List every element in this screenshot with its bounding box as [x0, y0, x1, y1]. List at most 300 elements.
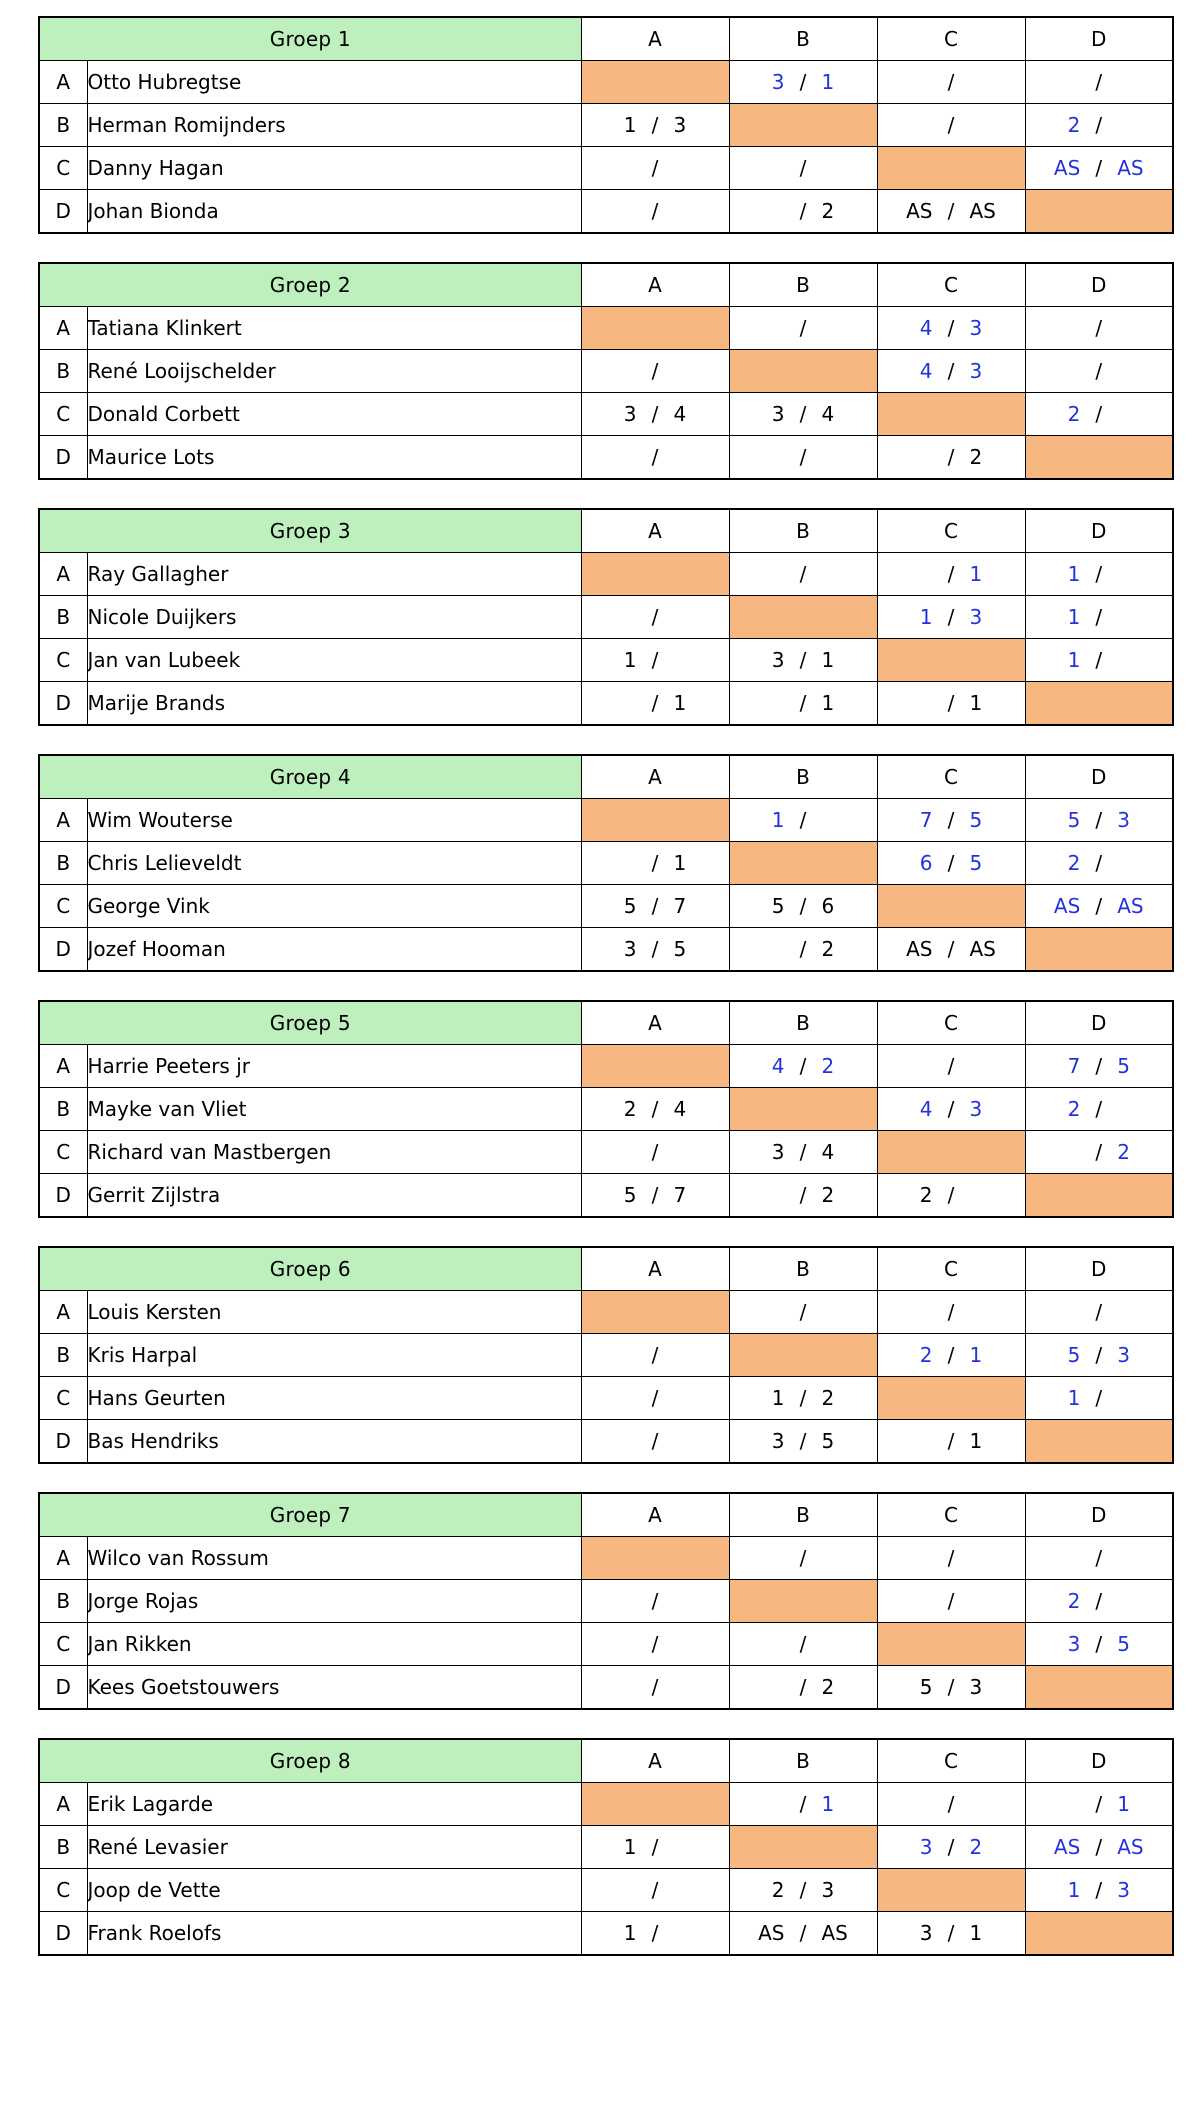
score-separator: /: [947, 1183, 955, 1207]
score-wrapper: [582, 104, 729, 146]
table-row: [39, 799, 1173, 842]
score-wrapper: [730, 190, 877, 232]
table-row: [39, 1580, 1173, 1623]
score-left: 1: [1067, 1878, 1081, 1902]
score-separator: /: [799, 894, 807, 918]
player-name: Herman Romijnders: [87, 104, 581, 147]
score-cell: [1025, 104, 1173, 147]
score-wrapper: [730, 1666, 877, 1708]
score-right: 3: [969, 359, 983, 383]
score-wrapper: [582, 393, 729, 435]
table-row: [39, 1623, 1173, 1666]
self-cell: [581, 307, 729, 350]
score-separator: /: [799, 1921, 807, 1945]
score-cell: [729, 147, 877, 190]
score-cell: [877, 350, 1025, 393]
player-letter: B: [39, 1580, 87, 1623]
score-wrapper: [582, 1088, 729, 1130]
score-wrapper: [878, 1912, 1025, 1954]
table-row: [39, 1174, 1173, 1218]
score-wrapper: [1026, 1869, 1173, 1911]
opponent-column-header: B: [729, 755, 877, 799]
score-wrapper: [878, 190, 1025, 232]
score-left: 1: [623, 113, 637, 137]
player-name: Johan Bionda: [87, 190, 581, 234]
score-left: AS: [906, 937, 933, 961]
score-wrapper: [582, 1580, 729, 1622]
score-cell: [1025, 553, 1173, 596]
score-cell: [729, 1377, 877, 1420]
player-name: Hans Geurten: [87, 1377, 581, 1420]
player-letter: B: [39, 1088, 87, 1131]
self-cell: [1025, 436, 1173, 480]
player-letter: C: [39, 639, 87, 682]
score-cell: [877, 1174, 1025, 1218]
score-cell: [729, 1623, 877, 1666]
table-row: [39, 190, 1173, 234]
score-cell: [581, 350, 729, 393]
score-wrapper: [582, 436, 729, 478]
score-wrapper: [1026, 842, 1173, 884]
score-separator: /: [799, 808, 807, 832]
score-cell: [877, 596, 1025, 639]
score-wrapper: [730, 928, 877, 970]
score-wrapper: [730, 682, 877, 724]
score-right: 2: [969, 445, 983, 469]
player-letter: B: [39, 350, 87, 393]
player-name: Tatiana Klinkert: [87, 307, 581, 350]
self-cell: [1025, 1174, 1173, 1218]
table-row: [39, 393, 1173, 436]
score-cell: [1025, 61, 1173, 104]
player-letter: A: [39, 1291, 87, 1334]
score-wrapper: [730, 799, 877, 841]
score-right: 5: [1117, 1054, 1130, 1078]
player-letter: C: [39, 1623, 87, 1666]
table-row: [39, 1088, 1173, 1131]
score-separator: /: [947, 316, 955, 340]
group-table: [38, 1000, 1174, 1218]
score-cell: [1025, 885, 1173, 928]
score-left: 3: [771, 70, 785, 94]
score-separator: /: [1095, 1632, 1103, 1656]
player-letter: C: [39, 147, 87, 190]
score-separator: /: [799, 1054, 807, 1078]
score-cell: [581, 639, 729, 682]
score-cell: [729, 190, 877, 234]
self-cell: [877, 393, 1025, 436]
opponent-column-header: C: [877, 1247, 1025, 1291]
self-cell: [581, 1537, 729, 1580]
score-separator: /: [1095, 1097, 1103, 1121]
score-cell: [729, 885, 877, 928]
score-wrapper: [878, 61, 1025, 103]
player-letter: A: [39, 307, 87, 350]
score-right: AS: [821, 1921, 848, 1945]
score-wrapper: [878, 104, 1025, 146]
score-right: 1: [821, 691, 835, 715]
score-separator: /: [947, 937, 955, 961]
score-left: 3: [771, 402, 785, 426]
score-right: 1: [969, 562, 983, 586]
score-separator: /: [651, 113, 659, 137]
score-right: 1: [821, 1792, 835, 1816]
player-letter: B: [39, 104, 87, 147]
score-right: 1: [821, 648, 835, 672]
score-left: 3: [771, 648, 785, 672]
group-block: [20, 262, 1173, 480]
score-wrapper: [730, 61, 877, 103]
group-block: [20, 754, 1173, 972]
score-left: 7: [919, 808, 933, 832]
score-separator: /: [651, 445, 659, 469]
player-letter: B: [39, 596, 87, 639]
self-cell: [877, 639, 1025, 682]
score-separator: /: [947, 1589, 955, 1613]
score-right: 5: [1117, 1632, 1130, 1656]
score-separator: /: [947, 808, 955, 832]
table-row: [39, 1826, 1173, 1869]
table-row: [39, 1869, 1173, 1912]
score-cell: [1025, 842, 1173, 885]
group-block: [20, 1738, 1173, 1956]
group-title: Groep 8: [39, 1739, 581, 1783]
score-right: 5: [673, 937, 687, 961]
score-cell: [581, 596, 729, 639]
score-left: 3: [623, 402, 637, 426]
score-wrapper: [582, 885, 729, 927]
opponent-column-header: C: [877, 1493, 1025, 1537]
player-name: Mayke van Vliet: [87, 1088, 581, 1131]
player-name: Donald Corbett: [87, 393, 581, 436]
player-name: Wim Wouterse: [87, 799, 581, 842]
score-wrapper: [1026, 147, 1173, 189]
table-row: [39, 1783, 1173, 1826]
score-cell: [729, 1537, 877, 1580]
score-right: 1: [1117, 1792, 1130, 1816]
score-cell: [729, 1912, 877, 1956]
score-right: 2: [821, 1183, 835, 1207]
score-right: 1: [969, 1343, 983, 1367]
self-cell: [729, 1580, 877, 1623]
score-cell: [729, 61, 877, 104]
score-separator: /: [799, 1300, 807, 1324]
group-title: Groep 5: [39, 1001, 581, 1045]
score-separator: /: [799, 1878, 807, 1902]
opponent-column-header: C: [877, 17, 1025, 61]
table-row: [39, 639, 1173, 682]
score-left: 5: [1067, 1343, 1081, 1367]
score-wrapper: [582, 1869, 729, 1911]
score-separator: /: [1095, 605, 1103, 629]
score-right: 7: [673, 1183, 687, 1207]
score-separator: /: [1095, 562, 1103, 586]
score-wrapper: [730, 1174, 877, 1216]
score-right: 3: [1117, 808, 1130, 832]
score-wrapper: [1026, 1334, 1173, 1376]
opponent-column-header: D: [1025, 17, 1173, 61]
self-cell: [729, 842, 877, 885]
score-separator: /: [651, 1097, 659, 1121]
score-wrapper: [730, 1131, 877, 1173]
score-separator: /: [651, 648, 659, 672]
player-name: Danny Hagan: [87, 147, 581, 190]
score-wrapper: [1026, 1580, 1173, 1622]
opponent-column-header: A: [581, 509, 729, 553]
player-name: Joop de Vette: [87, 1869, 581, 1912]
score-wrapper: [878, 1666, 1025, 1708]
score-cell: [581, 1131, 729, 1174]
score-cell: [581, 842, 729, 885]
score-left: AS: [1053, 1835, 1081, 1859]
group-header-row: [39, 1739, 1173, 1783]
score-wrapper: [878, 553, 1025, 595]
opponent-column-header: B: [729, 1493, 877, 1537]
score-left: 3: [771, 1140, 785, 1164]
score-right: 2: [969, 1835, 983, 1859]
score-cell: [1025, 1623, 1173, 1666]
opponent-column-header: B: [729, 1739, 877, 1783]
self-cell: [1025, 190, 1173, 234]
score-right: 5: [969, 808, 983, 832]
opponent-column-header: A: [581, 755, 729, 799]
score-cell: [877, 799, 1025, 842]
score-cell: [877, 553, 1025, 596]
score-separator: /: [651, 1386, 659, 1410]
score-wrapper: [730, 1291, 877, 1333]
score-separator: /: [651, 605, 659, 629]
score-separator: /: [947, 1054, 955, 1078]
score-right: 3: [673, 113, 687, 137]
score-cell: [1025, 1291, 1173, 1334]
score-left: 1: [1067, 648, 1081, 672]
score-cell: [729, 553, 877, 596]
player-name: Jan van Lubeek: [87, 639, 581, 682]
score-separator: /: [651, 1835, 659, 1859]
score-separator: /: [799, 70, 807, 94]
score-separator: /: [1095, 1140, 1103, 1164]
score-wrapper: [730, 639, 877, 681]
score-left: 2: [919, 1183, 933, 1207]
score-cell: [581, 682, 729, 726]
score-cell: [1025, 1537, 1173, 1580]
score-separator: /: [651, 1429, 659, 1453]
score-separator: /: [799, 199, 807, 223]
opponent-column-header: B: [729, 263, 877, 307]
score-right: 1: [969, 1921, 983, 1945]
score-wrapper: [1026, 1783, 1173, 1825]
score-left: 1: [771, 1386, 785, 1410]
score-left: 1: [1067, 1386, 1081, 1410]
score-separator: /: [947, 851, 955, 875]
player-letter: C: [39, 1869, 87, 1912]
score-cell: [1025, 1377, 1173, 1420]
score-left: 2: [771, 1878, 785, 1902]
player-letter: D: [39, 190, 87, 234]
player-name: Wilco van Rossum: [87, 1537, 581, 1580]
score-wrapper: [730, 1623, 877, 1665]
score-separator: /: [651, 1921, 659, 1945]
score-cell: [877, 682, 1025, 726]
score-cell: [1025, 147, 1173, 190]
score-cell: [877, 1420, 1025, 1464]
score-separator: /: [947, 1675, 955, 1699]
score-separator: /: [947, 1792, 955, 1816]
score-wrapper: [878, 1537, 1025, 1579]
score-cell: [1025, 1869, 1173, 1912]
score-separator: /: [1095, 1835, 1103, 1859]
score-wrapper: [730, 1783, 877, 1825]
player-letter: A: [39, 1537, 87, 1580]
score-separator: /: [799, 1183, 807, 1207]
self-cell: [1025, 1666, 1173, 1710]
self-cell: [581, 553, 729, 596]
score-cell: [877, 1291, 1025, 1334]
player-name: Gerrit Zijlstra: [87, 1174, 581, 1218]
score-separator: /: [947, 359, 955, 383]
score-separator: /: [947, 691, 955, 715]
score-left: 3: [771, 1429, 785, 1453]
score-cell: [581, 885, 729, 928]
score-wrapper: [878, 1783, 1025, 1825]
score-left: 3: [919, 1921, 933, 1945]
table-row: [39, 842, 1173, 885]
score-cell: [1025, 1826, 1173, 1869]
score-left: AS: [758, 1921, 785, 1945]
score-separator: /: [651, 1343, 659, 1367]
score-wrapper: [878, 307, 1025, 349]
score-right: 3: [821, 1878, 835, 1902]
score-separator: /: [799, 1792, 807, 1816]
score-left: 2: [919, 1343, 933, 1367]
player-name: Ray Gallagher: [87, 553, 581, 596]
score-right: 2: [821, 1054, 835, 1078]
group-table: [38, 1738, 1174, 1956]
player-letter: B: [39, 1826, 87, 1869]
score-wrapper: [582, 1666, 729, 1708]
score-left: 1: [623, 1835, 637, 1859]
score-wrapper: [582, 928, 729, 970]
score-wrapper: [1026, 596, 1173, 638]
score-wrapper: [1026, 393, 1173, 435]
score-cell: [729, 307, 877, 350]
opponent-column-header: A: [581, 17, 729, 61]
player-name: Kris Harpal: [87, 1334, 581, 1377]
score-cell: [729, 393, 877, 436]
score-wrapper: [582, 639, 729, 681]
score-separator: /: [799, 402, 807, 426]
player-letter: D: [39, 436, 87, 480]
score-wrapper: [1026, 1537, 1173, 1579]
score-separator: /: [799, 1632, 807, 1656]
score-cell: [877, 1088, 1025, 1131]
player-name: Erik Lagarde: [87, 1783, 581, 1826]
score-separator: /: [651, 1675, 659, 1699]
score-separator: /: [651, 1589, 659, 1613]
score-right: 1: [673, 851, 687, 875]
score-separator: /: [947, 1921, 955, 1945]
score-right: 4: [673, 402, 687, 426]
score-separator: /: [1095, 1878, 1103, 1902]
score-wrapper: [1026, 1826, 1173, 1868]
score-cell: [729, 1291, 877, 1334]
opponent-column-header: C: [877, 509, 1025, 553]
score-cell: [877, 190, 1025, 234]
score-wrapper: [878, 1174, 1025, 1216]
table-row: [39, 596, 1173, 639]
score-cell: [729, 928, 877, 972]
score-wrapper: [582, 147, 729, 189]
score-wrapper: [582, 682, 729, 724]
self-cell: [729, 1826, 877, 1869]
score-wrapper: [730, 885, 877, 927]
score-cell: [581, 147, 729, 190]
score-cell: [729, 1666, 877, 1710]
group-title: Groep 7: [39, 1493, 581, 1537]
score-cell: [729, 1869, 877, 1912]
score-left: 1: [1067, 562, 1081, 586]
self-cell: [581, 1045, 729, 1088]
score-cell: [581, 1420, 729, 1464]
score-cell: [581, 436, 729, 480]
score-cell: [1025, 1131, 1173, 1174]
score-left: 1: [771, 808, 785, 832]
score-cell: [729, 1045, 877, 1088]
score-cell: [729, 1174, 877, 1218]
score-left: 1: [1067, 605, 1081, 629]
opponent-column-header: A: [581, 1739, 729, 1783]
score-left: 3: [919, 1835, 933, 1859]
player-letter: A: [39, 553, 87, 596]
score-left: AS: [906, 199, 933, 223]
score-left: 2: [1067, 402, 1081, 426]
opponent-column-header: C: [877, 755, 1025, 799]
self-cell: [729, 350, 877, 393]
score-cell: [877, 1537, 1025, 1580]
score-separator: /: [1095, 648, 1103, 672]
score-separator: /: [947, 1097, 955, 1121]
score-left: 5: [771, 894, 785, 918]
opponent-column-header: A: [581, 1247, 729, 1291]
score-cell: [1025, 639, 1173, 682]
score-separator: /: [651, 1878, 659, 1902]
score-separator: /: [651, 1632, 659, 1656]
group-title: Groep 2: [39, 263, 581, 307]
group-table: [38, 16, 1174, 234]
table-row: [39, 1420, 1173, 1464]
group-block: [20, 16, 1173, 234]
score-cell: [1025, 1045, 1173, 1088]
table-row: [39, 350, 1173, 393]
score-wrapper: [878, 1334, 1025, 1376]
score-right: 2: [821, 1386, 835, 1410]
score-left: 4: [919, 316, 933, 340]
score-separator: /: [947, 199, 955, 223]
score-right: 3: [969, 316, 983, 340]
player-name: Jozef Hooman: [87, 928, 581, 972]
table-row: [39, 885, 1173, 928]
self-cell: [877, 147, 1025, 190]
opponent-column-header: D: [1025, 509, 1173, 553]
group-block: [20, 508, 1173, 726]
score-cell: [581, 1580, 729, 1623]
player-letter: D: [39, 682, 87, 726]
player-letter: B: [39, 1334, 87, 1377]
score-separator: /: [1095, 1386, 1103, 1410]
self-cell: [581, 799, 729, 842]
score-separator: /: [1095, 1343, 1103, 1367]
score-right: 1: [969, 1429, 983, 1453]
